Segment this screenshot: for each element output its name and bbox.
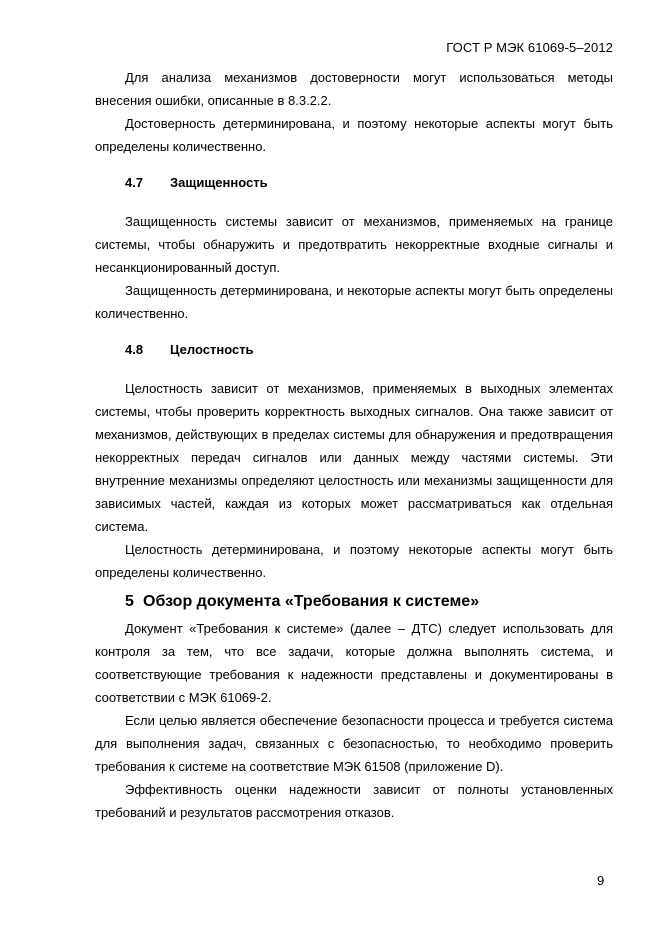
paragraph: Для анализа механизмов достоверности могут использоваться методы внесения ошибки, описанные в 8.3.2.2. <box>95 70 613 108</box>
paragraph: Защищенность детерминирована, и некоторые аспекты могут быть определены количественно. <box>95 283 613 321</box>
paragraph: Целостность зависит от механизмов, применяемых в выходных элементах системы, чтобы проверить корректность выходных сигналов. Она также зависит от механизмов, действующих в пределах системы для обнаружения и предотвращения некорректных передач сигналов или данных между частями системы. Эти внутренние механизмы определяют целостность или механизмы защищенности для зависимых частей, каждая из которых может рассматриваться как отдельная система. <box>95 381 613 534</box>
paragraph: Документ «Требования к системе» (далее – ДТС) следует использовать для контроля за тем, что все задачи, которые должна выполнять система, и соответствующие требования к надежности представлены и документированы в соответствии с МЭК 61069-2. <box>95 621 613 705</box>
chapter-title: Обзор документа «Требования к системе» <box>143 593 480 610</box>
paragraph: Целостность детерминирована, и поэтому некоторые аспекты могут быть определены количественно. <box>95 542 613 580</box>
chapter-number: 5 <box>125 593 134 610</box>
paragraph: Если целью является обеспечение безопасности процесса и требуется система для выполнения задач, связанных с безопасностью, то необходимо проверить требования к системе на соответствие МЭК 61508 (приложение D). <box>95 713 613 774</box>
section-number: 4.8 <box>125 342 144 357</box>
page-number: 9 <box>597 873 605 888</box>
section-heading-4-8 <box>95 338 613 361</box>
paragraph: Защищенность системы зависит от механизмов, применяемых на границе системы, чтобы обнаружить и предотвратить некорректные входные сигналы и несанкционированный доступ. <box>95 214 613 275</box>
standard-header: ГОСТ Р МЭК 61069-5–2012 <box>446 40 613 55</box>
section-number: 4.7 <box>125 175 144 190</box>
section-heading-4-7 <box>95 171 613 194</box>
document-body <box>95 66 613 824</box>
section-title: Защищенность <box>170 175 268 190</box>
chapter-heading-5 <box>95 590 613 614</box>
section-title: Целостность <box>170 342 254 357</box>
paragraph: Достоверность детерминирована, и поэтому некоторые аспекты могут быть определены количественно. <box>95 116 613 154</box>
paragraph: Эффективность оценки надежности зависит от полноты установленных требований и результатов рассмотрения отказов. <box>95 782 613 820</box>
